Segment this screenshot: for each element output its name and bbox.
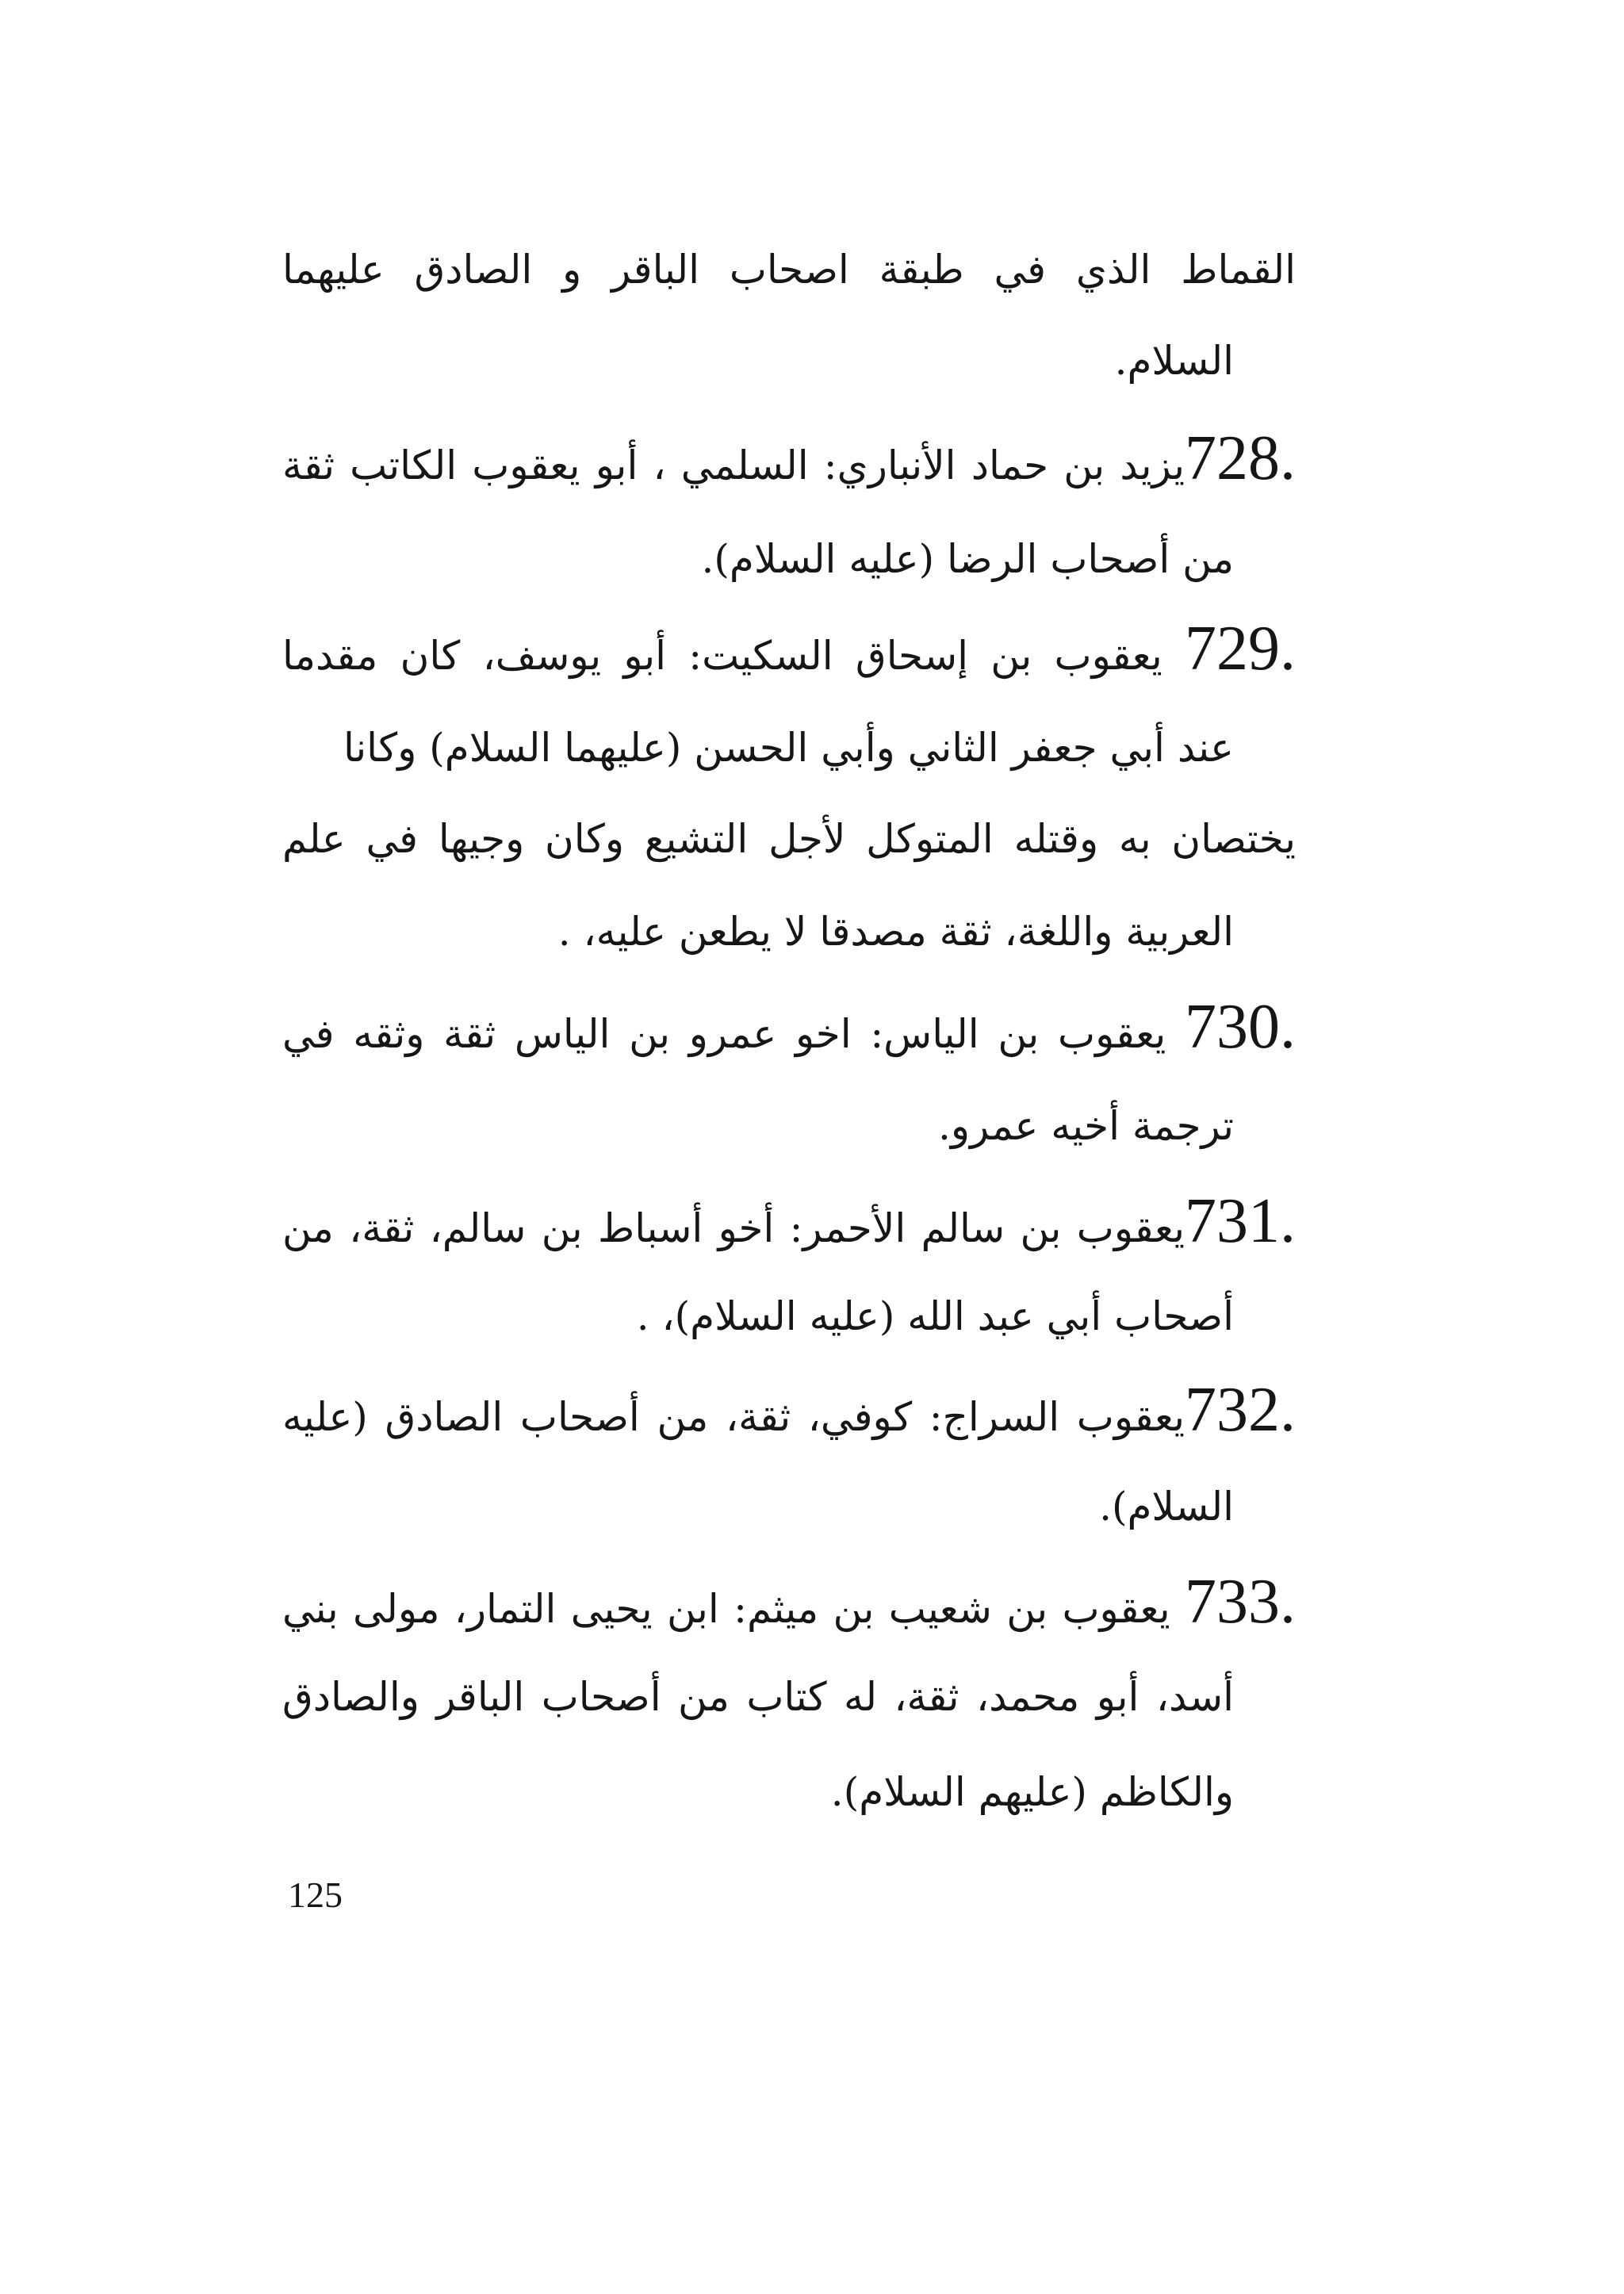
entry-731-line-2	[282, 1277, 1234, 1356]
entry-number: 729.	[1185, 614, 1296, 684]
entry-number: 731.	[1185, 1186, 1296, 1256]
entry-729-line-4	[282, 892, 1234, 971]
line-text: والكاظم (عليهم السلام).	[830, 1769, 1234, 1815]
entry-728-line-2	[282, 519, 1234, 599]
line-text: عند أبي جعفر الثاني وأبي الحسن (عليهما السلام) وكانا	[343, 725, 1234, 771]
page-number: 125	[288, 1875, 343, 1915]
entry-text: يعقوب بن الياس: اخو عمرو بن الياس ثقة وثقه في	[282, 1011, 1185, 1057]
line-text: السلام.	[1114, 338, 1234, 384]
entry-729-line-3	[282, 799, 1296, 879]
entry-730-line-1	[282, 987, 1296, 1067]
entry-733-line-3	[282, 1752, 1234, 1832]
entry-number: 728.	[1185, 423, 1296, 493]
line-text: أسد، أبو محمد، ثقة، له كتاب من أصحاب الباقر والصادق	[282, 1674, 1234, 1720]
entry-729-line-2	[282, 708, 1234, 787]
entry-number: 733.	[1185, 1567, 1296, 1637]
entry-733-line-2	[282, 1657, 1234, 1737]
line-text: من أصحاب الرضا (عليه السلام).	[701, 536, 1234, 582]
entry-text: يعقوب بن شعيب بن ميثم: ابن يحيى التمار، مولى بني	[282, 1586, 1185, 1632]
text-line-1	[282, 230, 1296, 309]
entry-number: 730.	[1185, 992, 1296, 1062]
entry-729-line-1	[282, 609, 1296, 688]
entry-text: يعقوب السراج: كوفي، ثقة، من أصحاب الصادق (عليه	[282, 1394, 1185, 1440]
entry-text: يعقوب بن إسحاق السكيت: أبو يوسف، كان مقدما	[282, 633, 1185, 679]
entry-732-line-2	[282, 1467, 1234, 1546]
entry-number: 732.	[1185, 1375, 1296, 1445]
line-text: العربية واللغة، ثقة مصدقا لا يطعن عليه، .	[557, 909, 1234, 955]
entry-732-line-1	[282, 1370, 1296, 1450]
line-text: السلام).	[1099, 1484, 1234, 1530]
line-text: ترجمة أخيه عمرو.	[938, 1103, 1234, 1149]
text-line-2	[282, 321, 1234, 400]
line-text: يختصان به وقتله المتوكل لأجل التشيع وكان وجيها في علم	[282, 816, 1296, 862]
entry-text: يزيد بن حماد الأنباري: السلمي ، أبو يعقوب الكاتب ثقة	[282, 442, 1185, 488]
entry-text: يعقوب بن سالم الأحمر: أخو أسباط بن سالم، ثقة، من	[282, 1205, 1185, 1251]
entry-730-line-2	[282, 1086, 1234, 1166]
entry-728-line-1	[282, 419, 1296, 498]
entry-731-line-1	[282, 1181, 1296, 1261]
line-text: أصحاب أبي عبد الله (عليه السلام)، .	[636, 1293, 1234, 1339]
line-text: القماط الذي في طبقة اصحاب الباقر و الصادق عليهما	[282, 247, 1296, 293]
entry-733-line-1	[282, 1562, 1296, 1641]
